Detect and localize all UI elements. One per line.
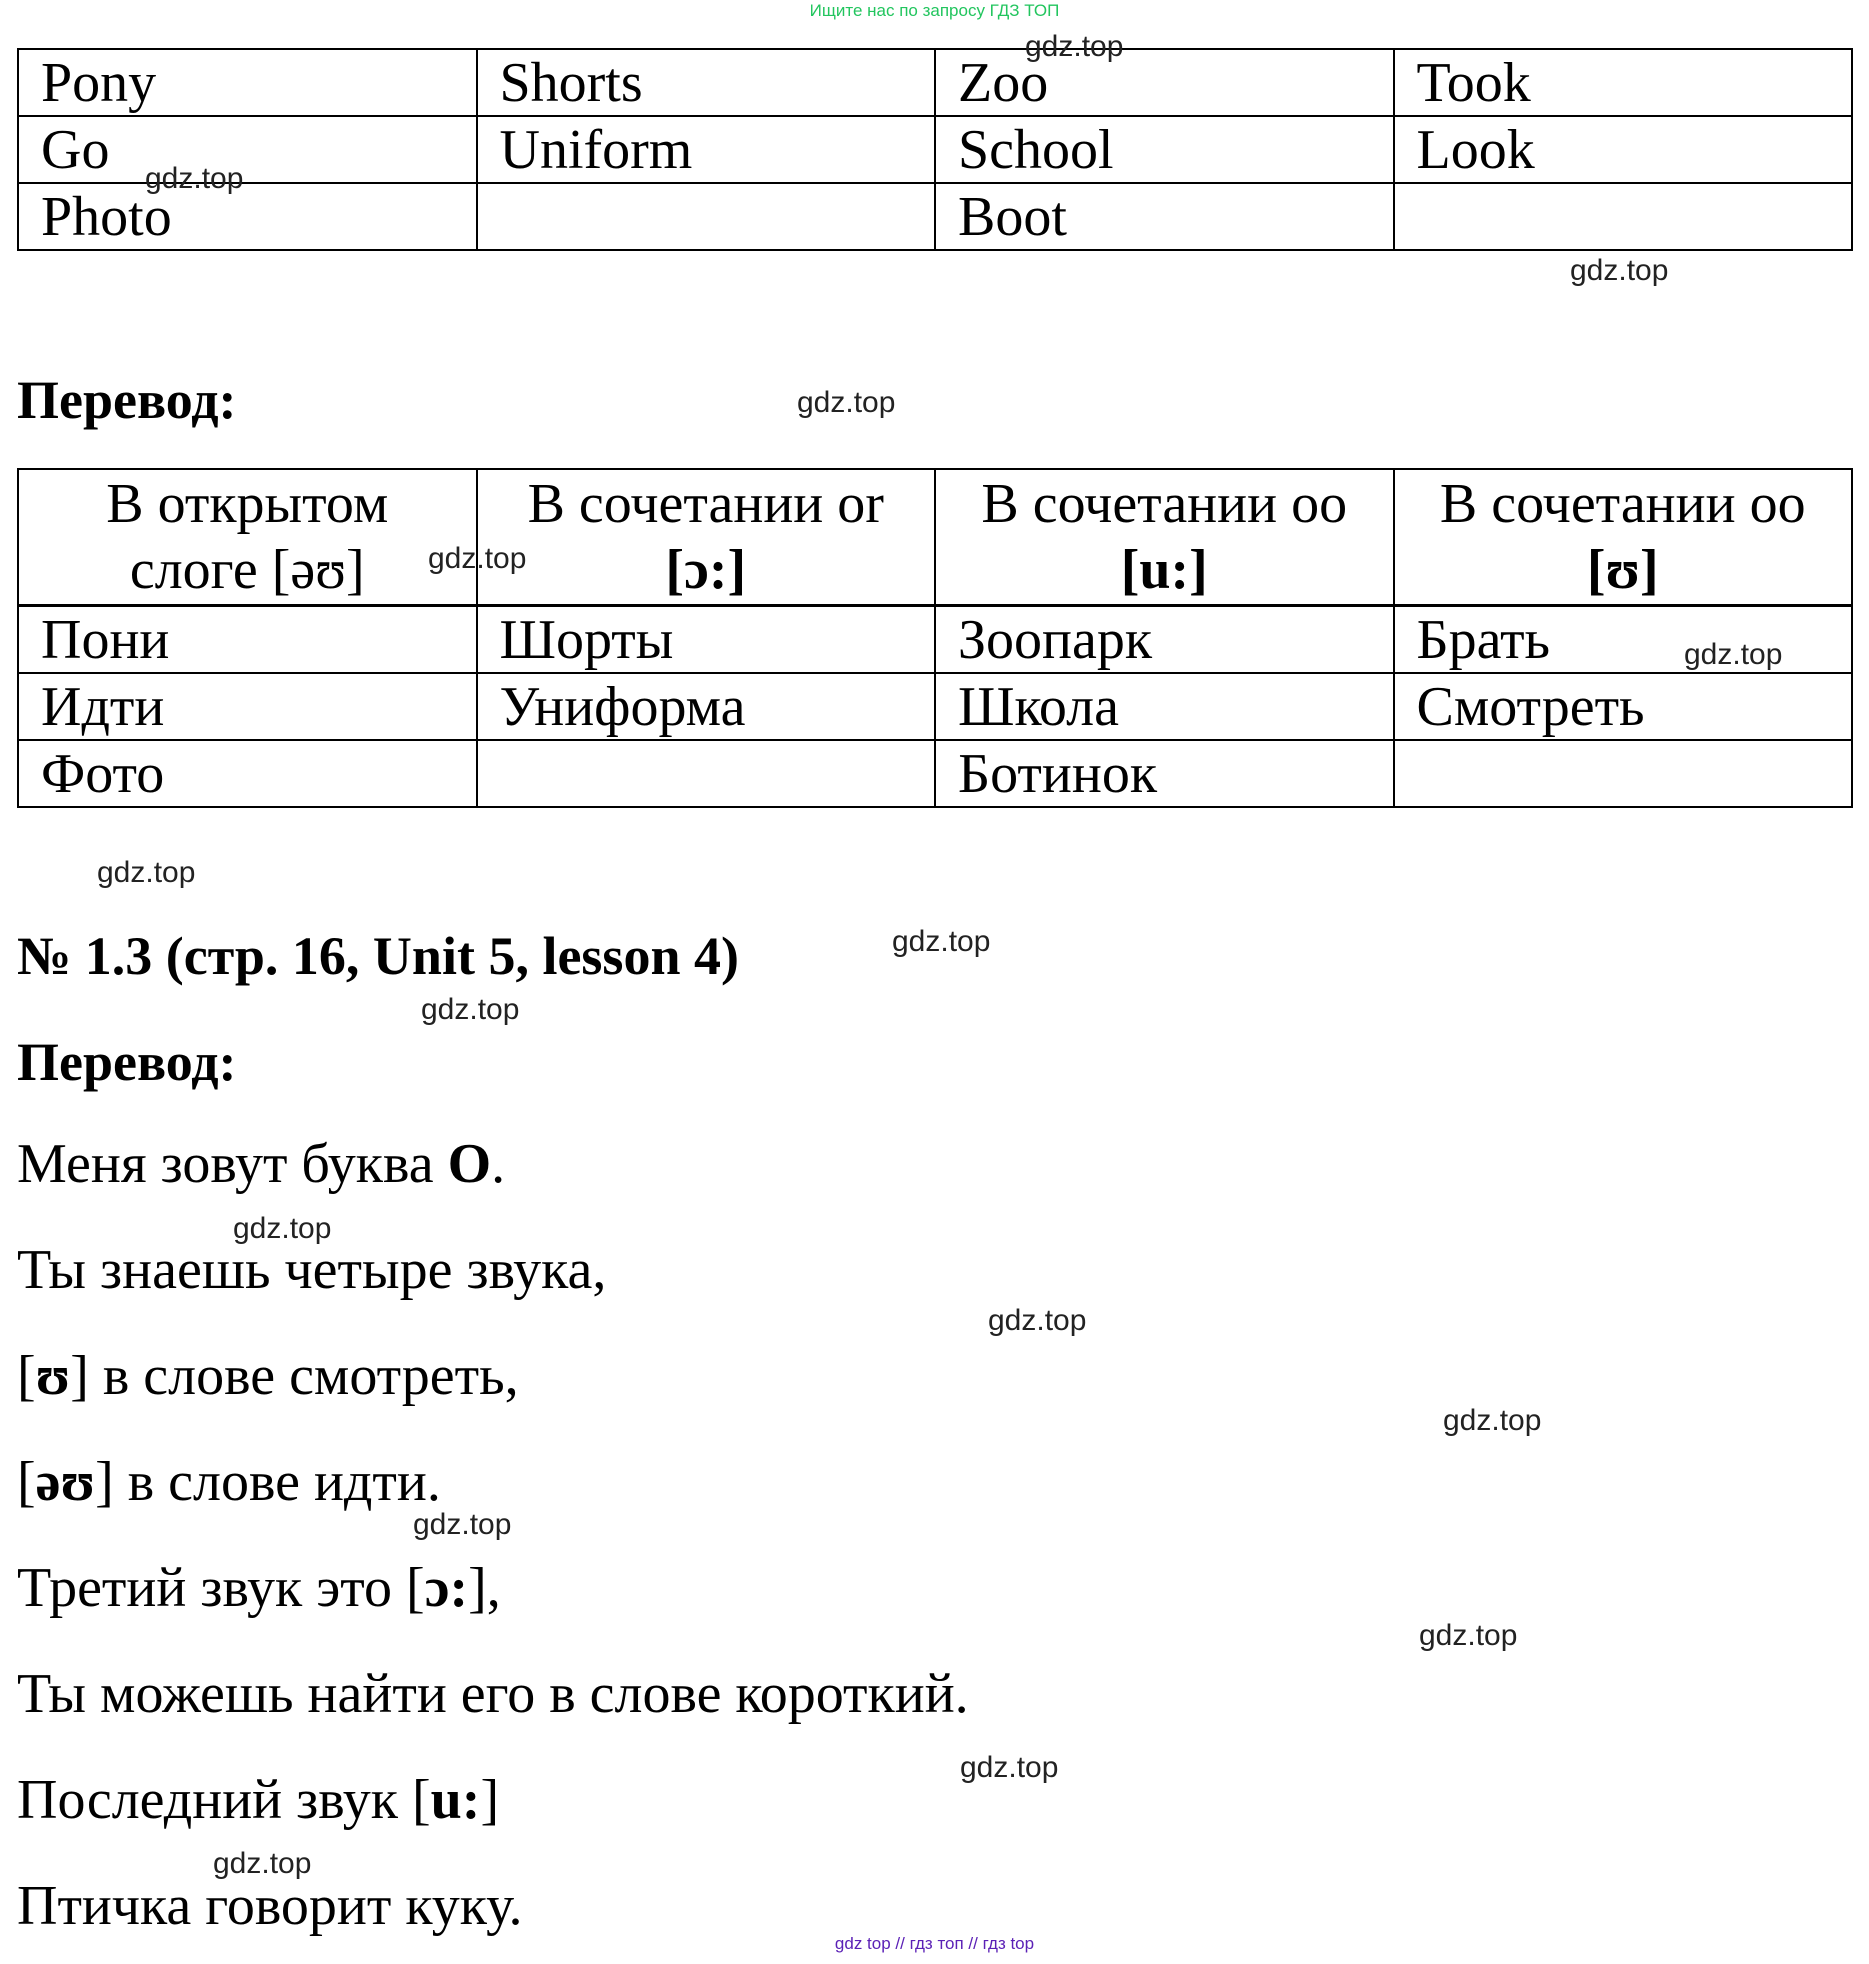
table-cell: Смотреть xyxy=(1394,673,1853,740)
poem-line xyxy=(17,1450,441,1514)
table-row xyxy=(18,673,1852,740)
poem-text: ], xyxy=(468,1557,501,1619)
watermark: gdz.top xyxy=(988,1304,1087,1337)
table-cell: Пони xyxy=(18,606,477,674)
poem-bold: ʊ xyxy=(35,1345,71,1407)
translation-heading: Перевод: xyxy=(17,1032,237,1092)
table-cell: Униформа xyxy=(477,673,936,740)
poem-text: ] в слове смотреть, xyxy=(70,1345,519,1407)
header-line: [u:] xyxy=(1120,539,1208,601)
table-cell: Школа xyxy=(935,673,1394,740)
poem-text: Ты знаешь четыре звука, xyxy=(17,1239,607,1301)
poem-bold: ɔ: xyxy=(424,1557,469,1619)
poem-text: . xyxy=(491,1133,506,1195)
table-row xyxy=(18,740,1852,807)
table-cell: School xyxy=(935,116,1394,183)
poem-text: Птичка говорит куку. xyxy=(17,1875,523,1937)
table-cell: Идти xyxy=(18,673,477,740)
table-cell: Zoo xyxy=(935,49,1394,116)
header-cell-open-syllable xyxy=(18,469,477,606)
poem-bold: O xyxy=(447,1133,492,1195)
table-header-row xyxy=(18,469,1852,606)
table-row xyxy=(18,606,1852,674)
poem-bold: u: xyxy=(430,1769,481,1831)
watermark: gdz.top xyxy=(413,1508,512,1541)
table-cell xyxy=(1394,183,1853,250)
header-line: В сочетании oo xyxy=(981,473,1348,535)
table-cell: Shorts xyxy=(477,49,936,116)
bottom-banner: gdz top // гдз топ // гдз top xyxy=(834,1934,1035,1953)
header-line: слоге [əʊ] xyxy=(129,539,365,601)
table-cell: Фото xyxy=(18,740,477,807)
english-words-table xyxy=(17,48,1853,251)
poem-text: [ xyxy=(17,1345,36,1407)
watermark: gdz.top xyxy=(233,1212,332,1245)
poem-text: Меня зовут буква xyxy=(17,1133,448,1195)
poem-text: ] в слове идти. xyxy=(95,1451,441,1513)
table-cell: Зоопарк xyxy=(935,606,1394,674)
poem-text: Третий звук это [ xyxy=(17,1557,425,1619)
table-cell xyxy=(477,740,936,807)
poem-text: Ты можешь найти его в слове короткий. xyxy=(17,1663,969,1725)
poem-text: [ xyxy=(17,1451,36,1513)
top-banner: Ищите нас по запросу ГДЗ ТОП xyxy=(809,1,1060,20)
table-cell: Шорты xyxy=(477,606,936,674)
table-cell: Pony xyxy=(18,49,477,116)
table-cell: Took xyxy=(1394,49,1853,116)
table-cell xyxy=(1394,740,1853,807)
table-cell xyxy=(477,183,936,250)
watermark: gdz.top xyxy=(797,386,896,419)
watermark: gdz.top xyxy=(960,1751,1059,1784)
table-row xyxy=(18,183,1852,250)
poem-line xyxy=(17,1344,519,1408)
watermark: gdz.top xyxy=(892,925,991,958)
poem-line xyxy=(17,1556,501,1620)
watermark: gdz.top xyxy=(1025,30,1124,63)
table-row xyxy=(18,116,1852,183)
table-cell: Uniform xyxy=(477,116,936,183)
header-line: В открытом xyxy=(106,473,389,535)
header-cell-oo-long xyxy=(935,469,1394,606)
poem-line xyxy=(17,1132,505,1196)
table-cell: Брать xyxy=(1394,606,1853,674)
poem-text: Последний звук [ xyxy=(17,1769,431,1831)
table-row xyxy=(18,49,1852,116)
table-cell: Ботинок xyxy=(935,740,1394,807)
poem-line xyxy=(17,1238,606,1302)
header-cell-oo-short xyxy=(1394,469,1853,606)
watermark: gdz.top xyxy=(145,162,244,195)
watermark: gdz.top xyxy=(421,993,520,1026)
table-cell: Look xyxy=(1394,116,1853,183)
table-cell: Photo xyxy=(18,183,477,250)
poem-text: ] xyxy=(480,1769,500,1831)
watermark: gdz.top xyxy=(1419,1619,1518,1652)
header-line: [ɔ:] xyxy=(665,539,747,601)
header-line: В сочетании or xyxy=(527,473,884,535)
watermark: gdz.top xyxy=(1443,1404,1542,1437)
header-line: В сочетании oo xyxy=(1439,473,1806,535)
header-cell-or xyxy=(477,469,936,606)
poem-bold: əʊ xyxy=(35,1451,96,1513)
exercise-title: № 1.3 (стр. 16, Unit 5, lesson 4) xyxy=(17,926,739,986)
header-line: [ʊ] xyxy=(1586,539,1659,601)
translation-heading: Перевод: xyxy=(17,370,237,430)
table-cell: Boot xyxy=(935,183,1394,250)
russian-translation-table xyxy=(17,468,1853,808)
poem-line xyxy=(17,1662,969,1726)
watermark: gdz.top xyxy=(1570,254,1669,287)
watermark: gdz.top xyxy=(428,542,527,575)
watermark: gdz.top xyxy=(213,1847,312,1880)
watermark: gdz.top xyxy=(97,856,196,889)
poem-line xyxy=(17,1874,523,1938)
watermark: gdz.top xyxy=(1684,638,1783,671)
poem-line xyxy=(17,1768,499,1832)
table-cell: Go xyxy=(18,116,477,183)
